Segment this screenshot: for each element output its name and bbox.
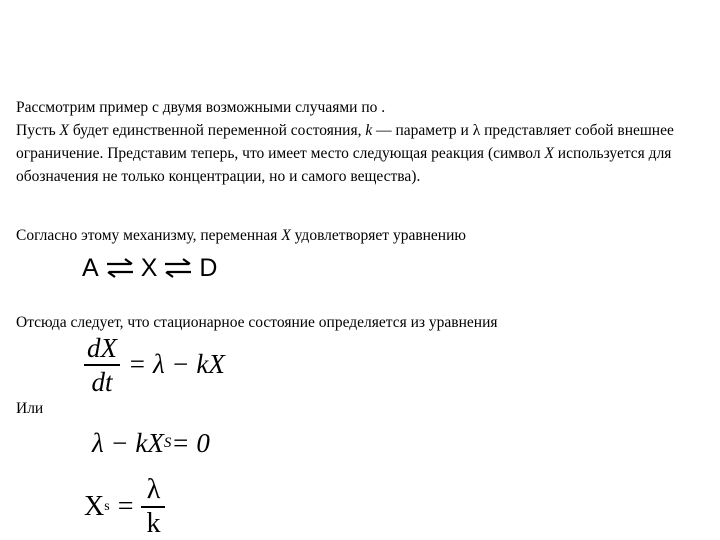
fraction-numerator: dX [87,333,117,363]
variable-x: X [59,122,70,139]
solution-numerator: λ [146,474,161,505]
solution-denominator: k [146,507,161,539]
variable-k: k [365,122,373,139]
equation-stationary [92,428,210,459]
fraction-bar [84,364,120,366]
reaction-species-a: A [82,253,99,282]
stationary-text: Отсюда следует, что стационарное состояние определяется из уравнения [16,314,498,331]
solution-subscript: s [104,498,110,514]
equation-rhs: = λ − kX [128,349,225,380]
or-text: Или [16,400,44,417]
solution-equals: = [117,490,134,522]
intro-text-mid: будет единственной переменной состояния, [69,122,366,139]
reaction-species-x: X [140,253,158,282]
solution-lhs: X [84,490,105,522]
equation-solution [84,476,165,538]
variable-x-3: X [281,227,291,244]
equation-main: λ − kX [92,428,164,458]
intro-text-tail: используется для обозначения не только концентрации, но и самого вещества). [16,145,672,185]
mechanism-text-end: удовлетворяет уравнению [290,227,466,244]
fraction-denominator: dt [91,366,113,397]
intro-line-1: Рассмотрим пример с двумя возможными случаями по . [16,99,386,116]
paragraph-mechanism [16,224,706,247]
equation-subscript: S [163,435,172,451]
mechanism-text-start: Согласно этому механизму, переменная [16,227,282,244]
fraction-lambda-k [141,476,165,538]
variable-x-2: X [544,145,554,162]
equilibrium-arrows-icon [105,257,135,279]
equilibrium-arrows-icon [163,257,193,279]
reaction-scheme [80,252,219,284]
intro-text-start: Пусть [16,122,60,139]
paragraph-intro [16,96,706,188]
fraction-dxdt [84,334,120,396]
reaction-species-d: D [199,253,218,282]
equation-rhs-zero: = 0 [171,428,210,458]
paragraph-or [16,397,706,420]
equation-rate [84,334,225,396]
intro-text-end: — параметр и λ представляет собой внешнее ограничение. Представим теперь, что имеет место следующая реакция (символ [16,122,674,162]
paragraph-stationary [16,311,706,334]
